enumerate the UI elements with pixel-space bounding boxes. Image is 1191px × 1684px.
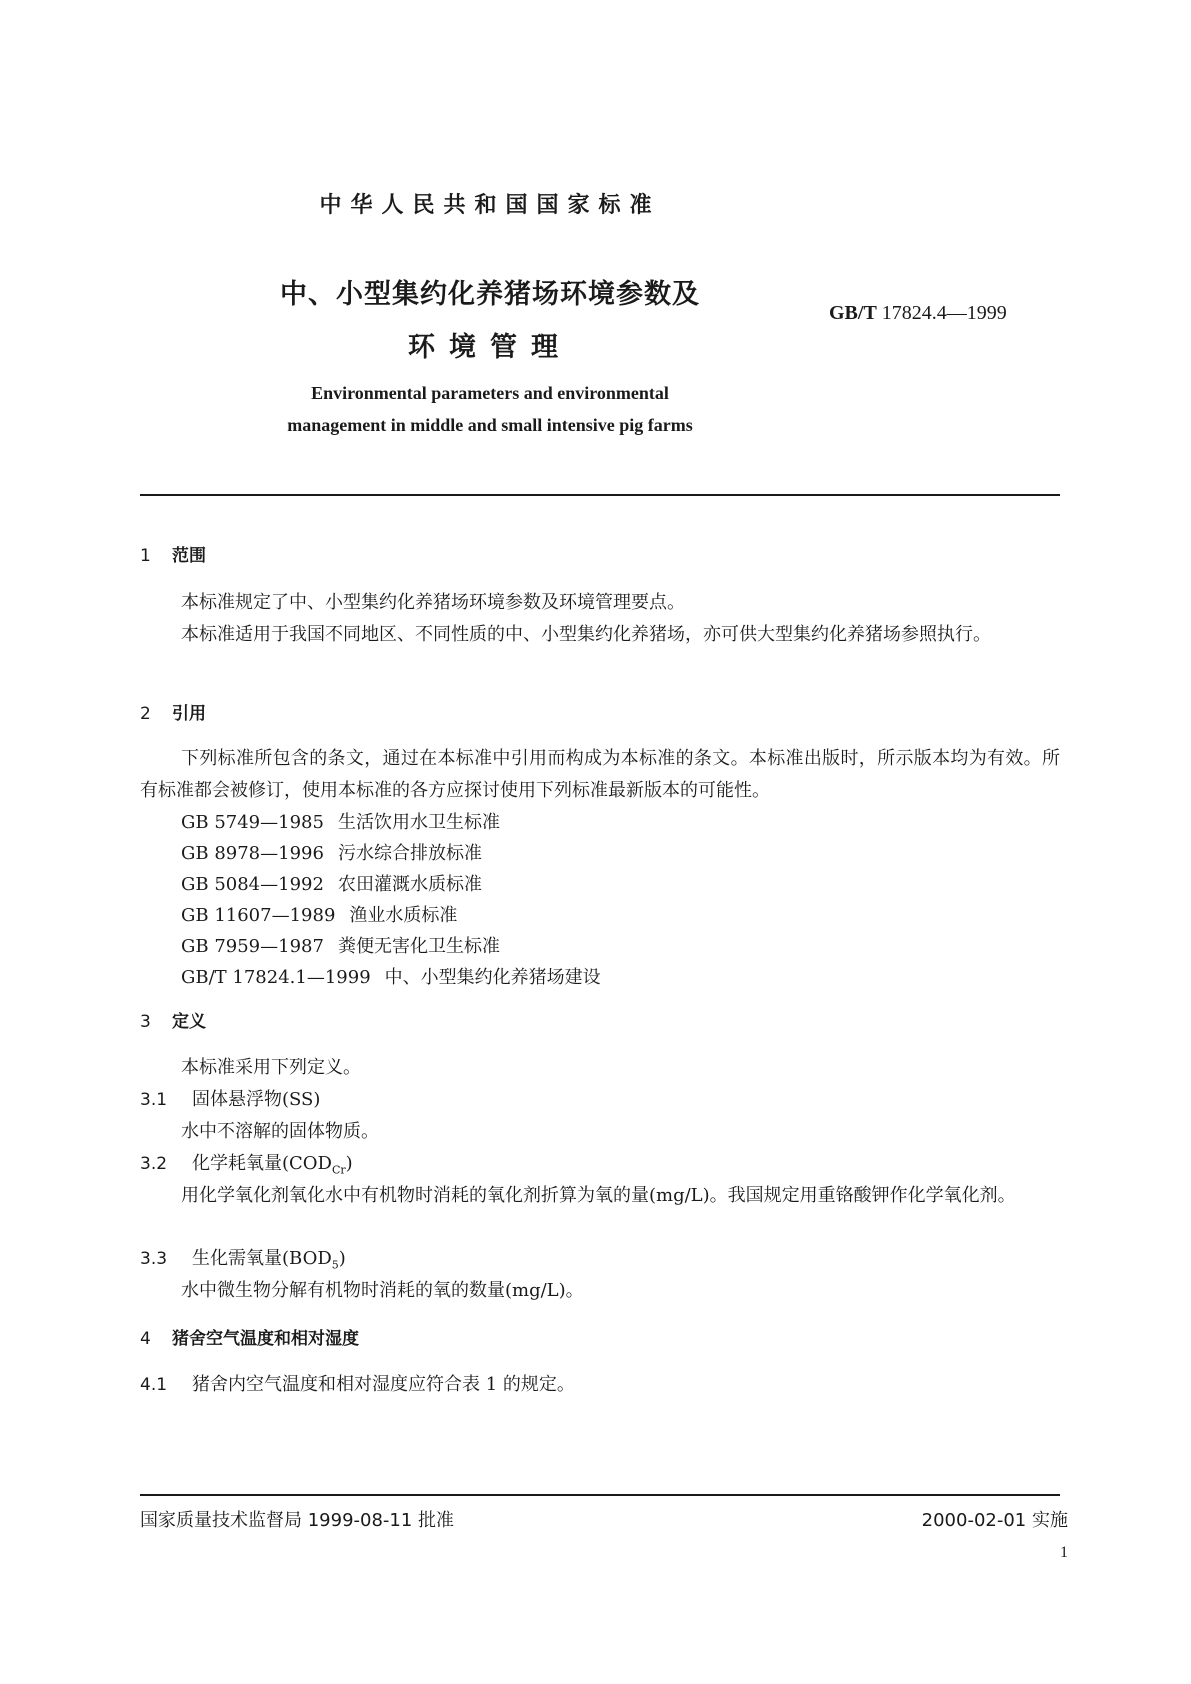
approval-statement: 国家质量技术监督局 1999-08-11 批准 bbox=[140, 1510, 455, 1531]
section-2-title: 引用 bbox=[172, 704, 206, 724]
english-title-line-1: Environmental parameters and environmental bbox=[311, 383, 669, 403]
clause-4-1-text: 猪舍内空气温度和相对湿度应符合表 1 的规定。 bbox=[192, 1374, 575, 1395]
definition-3-3-text: 水中微生物分解有机物时消耗的氧的数量(mg/L)。 bbox=[181, 1280, 584, 1301]
definition-3-1-term: 固体悬浮物(SS) bbox=[192, 1089, 321, 1110]
section-1-number: 1 bbox=[140, 546, 151, 566]
section-4-heading bbox=[140, 1324, 359, 1349]
section-4-number: 4 bbox=[140, 1329, 151, 1349]
definition-3-3-number: 3.3 bbox=[140, 1249, 168, 1269]
header-divider bbox=[140, 494, 1060, 496]
definition-3-1-heading bbox=[140, 1085, 320, 1111]
definition-3-1-text: 水中不溶解的固体物质。 bbox=[181, 1121, 379, 1142]
clause-4-1-number: 4.1 bbox=[140, 1375, 168, 1395]
reference-item bbox=[181, 808, 500, 834]
document-title-line-2: 环境管理 bbox=[408, 332, 572, 363]
reference-title: 粪便无害化卫生标准 bbox=[337, 936, 500, 957]
definition-3-3-subscript: 5 bbox=[331, 1258, 339, 1272]
english-title-line-2: management in middle and small intensive pig farms bbox=[287, 415, 693, 435]
section-1-title: 范围 bbox=[172, 546, 206, 566]
section-3-heading bbox=[140, 1007, 206, 1032]
definition-3-3-term: 生化需氧量(BOD bbox=[192, 1248, 332, 1269]
reference-code: GB 7959—1987 bbox=[181, 936, 324, 957]
reference-code: GB 5749—1985 bbox=[181, 812, 324, 833]
section-3-intro: 本标准采用下列定义。 bbox=[181, 1057, 361, 1078]
definition-3-2-number: 3.2 bbox=[140, 1154, 168, 1174]
reference-title: 渔业水质标准 bbox=[349, 905, 458, 926]
standard-number-prefix: GB/T bbox=[829, 302, 877, 324]
section-2-number: 2 bbox=[140, 704, 151, 724]
section-3-number: 3 bbox=[140, 1012, 151, 1032]
footer-divider bbox=[140, 1494, 1060, 1496]
reference-code: GB 11607—1989 bbox=[181, 905, 336, 926]
section-1-paragraph-1: 本标准规定了中、小型集约化养猪场环境参数及环境管理要点。 bbox=[181, 592, 685, 613]
page-number: 1 bbox=[1060, 1544, 1068, 1561]
definition-3-2-close: ) bbox=[345, 1153, 353, 1174]
reference-item bbox=[181, 932, 500, 958]
reference-item bbox=[181, 870, 482, 896]
section-2-heading bbox=[140, 699, 206, 724]
section-2-paragraph: 下列标准所包含的条文，通过在本标准中引用而构成为本标准的条文。本标准出版时，所示版本均为有效。所有标准都会被修订，使用本标准的各方应探讨使用下列标准最新版本的可能性。 bbox=[140, 748, 1060, 801]
definition-3-2-heading bbox=[140, 1149, 353, 1177]
section-1-paragraph-2: 本标准适用于我国不同地区、不同性质的中、小型集约化养猪场，亦可供大型集约化养猪场参照执行。 bbox=[181, 624, 991, 645]
reference-code: GB 8978—1996 bbox=[181, 843, 324, 864]
definition-3-3-close: ) bbox=[338, 1248, 346, 1269]
reference-item bbox=[181, 963, 601, 989]
definition-3-2-term: 化学耗氧量(COD bbox=[192, 1153, 332, 1174]
section-1-heading bbox=[140, 541, 206, 566]
definition-3-2-subscript: Cr bbox=[331, 1163, 346, 1177]
reference-title: 污水综合排放标准 bbox=[337, 843, 482, 864]
reference-title: 中、小型集约化养猪场建设 bbox=[384, 967, 601, 988]
section-3-title: 定义 bbox=[172, 1012, 206, 1032]
definition-3-2-text: 用化学氧化剂氧化水中有机物时消耗的氧化剂折算为氧的量(mg/L)。我国规定用重铬酸钾作化学氧化剂。 bbox=[181, 1185, 1016, 1206]
reference-code: GB 5084—1992 bbox=[181, 874, 324, 895]
document-title-line-1: 中、小型集约化养猪场环境参数及 bbox=[280, 279, 700, 310]
reference-item bbox=[181, 901, 457, 927]
reference-title: 生活饮用水卫生标准 bbox=[337, 812, 500, 833]
section-4-title: 猪舍空气温度和相对湿度 bbox=[172, 1329, 359, 1349]
national-standard-label: 中华人民共和国国家标准 bbox=[319, 193, 661, 218]
effective-date-statement: 2000-02-01 实施 bbox=[921, 1510, 1068, 1531]
standard-number bbox=[829, 302, 1007, 325]
definition-3-1-number: 3.1 bbox=[140, 1090, 168, 1110]
reference-title: 农田灌溉水质标准 bbox=[337, 874, 482, 895]
clause-4-1 bbox=[140, 1370, 575, 1396]
definition-3-3-heading bbox=[140, 1244, 346, 1272]
standard-number-value: 17824.4—1999 bbox=[881, 302, 1007, 324]
reference-code: GB/T 17824.1—1999 bbox=[181, 967, 371, 988]
reference-item bbox=[181, 839, 482, 865]
